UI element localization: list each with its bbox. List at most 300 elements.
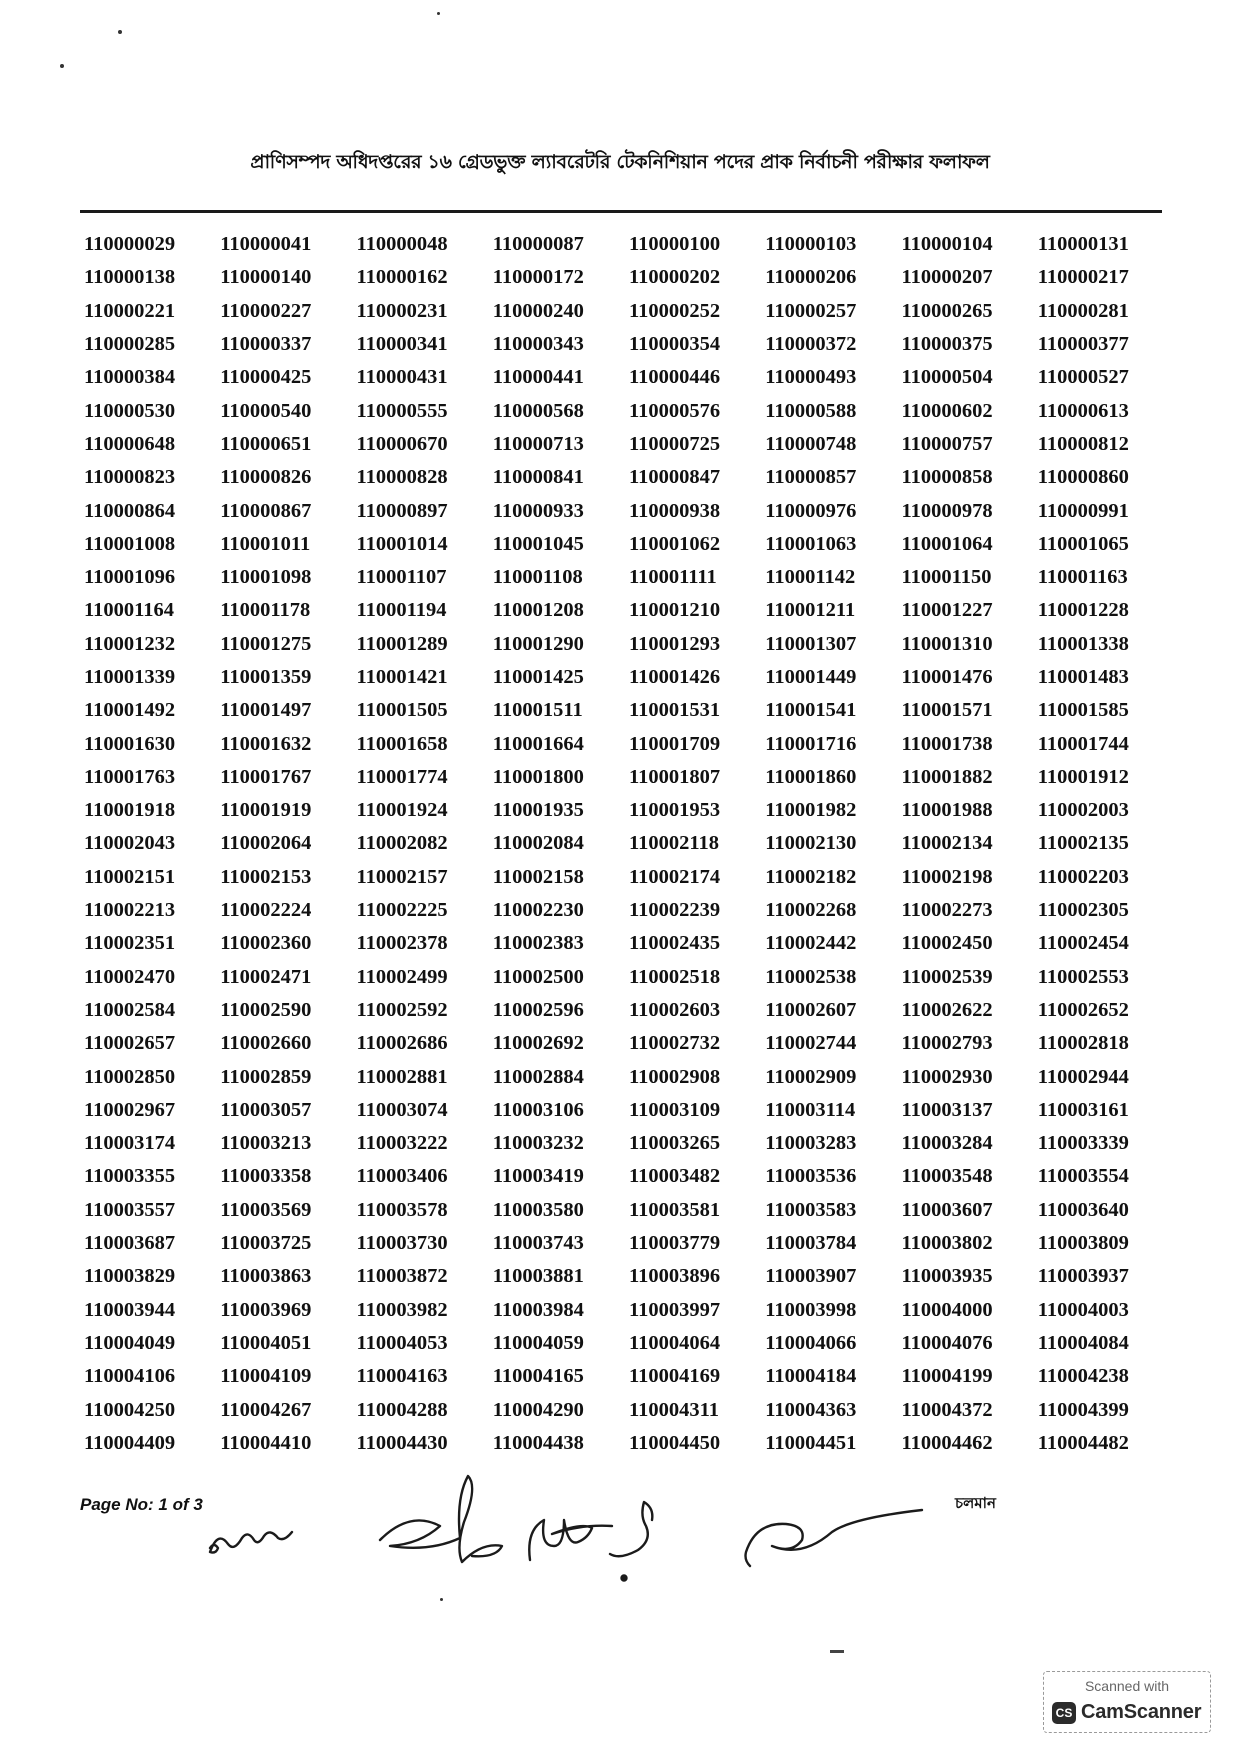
roll-number-cell: 110002596 <box>492 998 584 1021</box>
table-row <box>84 894 1174 927</box>
table-row <box>84 528 1174 561</box>
roll-number-cell: 110003232 <box>492 1132 584 1155</box>
roll-number-cell: 110000202 <box>629 266 721 289</box>
roll-number-cell: 110001807 <box>629 765 721 788</box>
roll-number-cell: 110003569 <box>220 1198 312 1221</box>
roll-number-cell: 110000933 <box>492 499 584 522</box>
roll-number-cell: 110002084 <box>492 832 584 855</box>
roll-number-cell: 110001912 <box>1037 765 1129 788</box>
roll-number-cell: 110001505 <box>356 699 448 722</box>
roll-number-cell: 110001096 <box>84 566 176 589</box>
roll-number-cell: 110000172 <box>492 266 584 289</box>
roll-number-cell: 110003872 <box>356 1265 448 1288</box>
roll-number-cell: 110001492 <box>84 699 176 722</box>
document-title: প্রাণিসম্পদ অধিদপ্তরের ১৬ গ্রেডভুক্ত ল্যাবরেটরি টেকনিশিয়ান পদের প্রাক নির্বাচনী পরীক্ষার ফলাফল <box>250 151 990 173</box>
roll-number-cell: 110003265 <box>629 1132 721 1155</box>
roll-number-cell: 110003482 <box>629 1165 721 1188</box>
roll-number-cell: 110000425 <box>220 366 312 389</box>
roll-number-cell: 110002660 <box>220 1032 312 1055</box>
roll-number-cell: 110001208 <box>492 599 584 622</box>
roll-number-cell: 110001476 <box>901 666 993 688</box>
roll-number-cell: 110001194 <box>356 599 447 622</box>
roll-number-cell: 110002230 <box>492 899 584 922</box>
roll-number-cell: 110002686 <box>356 1032 448 1055</box>
roll-number-cell: 110004049 <box>84 1331 176 1354</box>
roll-number-cell: 110001307 <box>765 632 857 655</box>
roll-number-cell: 110003161 <box>1037 1098 1129 1121</box>
camscanner-badge <box>1043 1671 1211 1733</box>
roll-number-cell: 110002884 <box>492 1065 584 1088</box>
roll-number-cell: 110000252 <box>629 299 721 322</box>
roll-number-cell: 110001111 <box>629 566 717 589</box>
roll-number-cell: 110002732 <box>629 1032 721 1055</box>
table-row <box>84 628 1174 661</box>
roll-number-cell: 110000207 <box>901 266 993 289</box>
roll-number-cell: 110001585 <box>1037 699 1129 722</box>
roll-number-cell: 110002592 <box>356 998 448 1021</box>
roll-number-cell: 110001063 <box>765 532 857 555</box>
camscanner-brand: CamScanner <box>1081 1701 1202 1723</box>
table-row <box>84 394 1174 427</box>
roll-number-cell: 110001014 <box>356 532 448 555</box>
roll-number-cell: 110002603 <box>629 998 721 1021</box>
roll-number-cell: 110002118 <box>629 832 719 855</box>
roll-number-cell: 110002198 <box>901 865 993 888</box>
roll-number-cell: 110001164 <box>84 599 174 622</box>
roll-number-cell: 110003984 <box>492 1298 584 1321</box>
roll-number-cell: 110002930 <box>901 1065 993 1088</box>
roll-number-cell: 110001045 <box>492 532 584 555</box>
roll-number-cell: 110002268 <box>765 899 857 922</box>
roll-number-cell: 110003554 <box>1037 1165 1129 1188</box>
roll-number-cell: 110001449 <box>765 666 857 688</box>
roll-number-cell: 110004000 <box>901 1298 993 1321</box>
roll-number-cell: 110002450 <box>901 932 993 955</box>
roll-number-cell: 110002967 <box>84 1098 176 1121</box>
table-row <box>84 1227 1174 1260</box>
roll-number-cell: 110002225 <box>356 899 448 922</box>
roll-number-cell: 110004430 <box>356 1431 448 1454</box>
continued-note: চলমান <box>955 1494 996 1512</box>
table-row <box>84 1294 1174 1327</box>
roll-number-cell: 110001210 <box>629 599 721 622</box>
roll-number-cell: 110002378 <box>356 932 448 955</box>
roll-number-cell: 110000281 <box>1037 299 1129 322</box>
roll-number-cell: 110001860 <box>765 765 857 788</box>
roll-number-cell: 110004076 <box>901 1331 993 1354</box>
roll-number-cell: 110001338 <box>1037 632 1129 655</box>
roll-number-cell: 110003580 <box>492 1198 584 1221</box>
roll-number-cell: 110001107 <box>356 566 447 589</box>
roll-number-cell: 110001988 <box>901 799 993 822</box>
roll-number-cell: 110000823 <box>84 466 176 489</box>
roll-number-cell: 110000527 <box>1037 366 1129 389</box>
table-row <box>84 961 1174 994</box>
roll-number-cell: 110002470 <box>84 965 176 988</box>
scan-speck <box>830 1650 844 1653</box>
roll-number-cell: 110000446 <box>629 366 721 389</box>
roll-number-cell: 110002182 <box>765 865 857 888</box>
roll-number-cell: 110002043 <box>84 832 176 855</box>
roll-number-cell: 110001232 <box>84 632 176 655</box>
roll-number-cell: 110001150 <box>901 566 992 589</box>
roll-number-cell: 110003114 <box>765 1098 856 1121</box>
roll-number-cell: 110000576 <box>629 399 721 422</box>
roll-number-cell: 110000131 <box>1037 233 1129 256</box>
roll-number-cell: 110002082 <box>356 832 448 855</box>
roll-number-cell: 110003057 <box>220 1098 312 1121</box>
roll-number-cell: 110003174 <box>84 1132 176 1155</box>
roll-number-cell: 110002003 <box>1037 799 1129 822</box>
roll-number-cell: 110000841 <box>492 466 584 489</box>
roll-number-cell: 110003137 <box>901 1098 993 1121</box>
roll-number-cell: 110003640 <box>1037 1198 1129 1221</box>
signature-5 <box>746 1510 923 1566</box>
roll-number-cell: 110002793 <box>901 1032 993 1055</box>
roll-number-cell: 110001293 <box>629 632 721 655</box>
table-row <box>84 461 1174 494</box>
roll-number-cell: 110002158 <box>492 865 584 888</box>
roll-number-cell: 110000858 <box>901 466 993 489</box>
roll-number-cell: 110000048 <box>356 233 448 256</box>
table-row <box>84 794 1174 827</box>
roll-number-cell: 110003907 <box>765 1265 857 1288</box>
roll-number-cell: 110004462 <box>901 1431 993 1454</box>
roll-number-cell: 110003213 <box>220 1132 312 1155</box>
roll-number-cell: 110002657 <box>84 1032 176 1055</box>
roll-number-cell: 110001359 <box>220 666 312 688</box>
roll-number-cell: 110000217 <box>1037 266 1129 289</box>
roll-number-cell: 110001064 <box>901 532 993 555</box>
roll-number-cell: 110000897 <box>356 499 448 522</box>
roll-number-cell: 110004059 <box>492 1331 584 1354</box>
roll-number-cell: 110001531 <box>629 699 721 722</box>
roll-number-cell: 110001163 <box>1037 566 1128 589</box>
roll-number-cell: 110000140 <box>220 266 312 289</box>
table-row <box>84 927 1174 960</box>
table-row <box>84 994 1174 1027</box>
roll-number-cell: 110000540 <box>220 399 312 422</box>
table-row <box>84 328 1174 361</box>
table-row <box>84 1194 1174 1227</box>
roll-number-cell: 110002213 <box>84 899 176 922</box>
roll-number-cell: 110002351 <box>84 932 176 955</box>
roll-number-cell: 110001497 <box>220 699 312 722</box>
roll-number-cell: 110002553 <box>1037 965 1129 988</box>
scan-speck <box>118 30 122 34</box>
roll-number-cell: 110000087 <box>492 233 584 256</box>
roll-number-cell: 110002538 <box>765 965 857 988</box>
scan-speck <box>437 12 440 15</box>
roll-number-cell: 110000568 <box>492 399 584 422</box>
table-row <box>84 1060 1174 1093</box>
roll-number-cell: 110004409 <box>84 1431 176 1454</box>
roll-number-cell: 110004288 <box>356 1398 448 1421</box>
roll-number-cell: 110000285 <box>84 333 176 356</box>
roll-number-cell: 110000613 <box>1037 399 1129 422</box>
roll-number-cell: 110002881 <box>356 1065 448 1088</box>
roll-number-cell: 110002500 <box>492 965 584 988</box>
roll-number-cell: 110002652 <box>1037 998 1129 1021</box>
roll-number-cell: 110000221 <box>84 299 176 322</box>
roll-number-cell: 110002224 <box>220 899 312 922</box>
roll-number-cell: 110002607 <box>765 998 857 1021</box>
roll-number-cell: 110001275 <box>220 632 312 655</box>
table-row <box>84 228 1174 261</box>
roll-number-cell: 110002151 <box>84 865 176 888</box>
roll-number-cell: 110002744 <box>765 1032 857 1055</box>
table-row <box>84 1027 1174 1060</box>
roll-number-cell: 110000375 <box>901 333 993 356</box>
roll-number-cell: 110002435 <box>629 932 721 955</box>
roll-number-cell: 110002471 <box>220 965 312 988</box>
roll-number-cell: 110002203 <box>1037 865 1129 888</box>
roll-number-cell: 110002859 <box>220 1065 312 1088</box>
scanned-with-label: Scanned with <box>1084 1678 1170 1694</box>
roll-number-cell: 110002850 <box>84 1065 176 1088</box>
roll-number-cell: 110000103 <box>765 233 857 256</box>
roll-number-cell: 110003935 <box>901 1265 993 1288</box>
roll-number-cell: 110004267 <box>220 1398 312 1421</box>
roll-number-cell: 110001935 <box>492 799 584 822</box>
roll-number-cell: 110001924 <box>356 799 448 822</box>
table-row <box>84 1160 1174 1193</box>
roll-number-cell: 110000265 <box>901 299 993 322</box>
roll-number-cell: 110001142 <box>765 566 856 589</box>
roll-number-cell: 110004410 <box>220 1431 312 1454</box>
roll-number-cell: 110000602 <box>901 399 993 422</box>
roll-number-cell: 110002499 <box>356 965 448 988</box>
roll-number-cell: 110004184 <box>765 1365 857 1388</box>
table-row <box>84 361 1174 394</box>
roll-number-cell: 110000257 <box>765 299 857 322</box>
roll-number-cell: 110000138 <box>84 266 176 289</box>
roll-number-cell: 110004438 <box>492 1431 584 1454</box>
table-row <box>84 1127 1174 1160</box>
roll-number-cell: 110002174 <box>629 865 721 888</box>
roll-number-cell: 110000441 <box>492 366 584 389</box>
table-row <box>84 594 1174 627</box>
roll-number-cell: 110002518 <box>629 965 721 988</box>
roll-number-cell: 110000857 <box>765 466 857 489</box>
roll-number-cell: 110000231 <box>356 299 448 322</box>
roll-number-cell: 110000867 <box>220 499 312 522</box>
roll-number-cell: 110001228 <box>1037 599 1129 622</box>
roll-number-cell: 110001425 <box>492 666 584 688</box>
roll-number-cell: 110000343 <box>492 333 584 356</box>
roll-number-cell: 110003896 <box>629 1265 721 1288</box>
roll-number-cell: 110000976 <box>765 499 857 522</box>
roll-number-cell: 110001227 <box>901 599 993 622</box>
roll-number-cell: 110001098 <box>220 566 312 589</box>
table-row <box>84 494 1174 527</box>
roll-number-cell: 110001664 <box>492 732 584 755</box>
roll-number-cell: 110001062 <box>629 532 721 555</box>
scan-speck <box>440 1598 443 1601</box>
roll-number-cell: 110001065 <box>1037 532 1129 555</box>
roll-number-cell: 110002239 <box>629 899 721 922</box>
signature-4 <box>610 1502 652 1581</box>
roll-number-cell: 110000748 <box>765 432 857 455</box>
table-row <box>84 1327 1174 1360</box>
roll-number-cell: 110003355 <box>84 1165 176 1188</box>
table-row <box>84 1094 1174 1127</box>
roll-number-cell: 110002818 <box>1037 1032 1129 1055</box>
roll-number-cell: 110001953 <box>629 799 721 822</box>
roll-number-cell: 110003419 <box>492 1165 584 1188</box>
table-row <box>84 1360 1174 1393</box>
table-row <box>84 661 1174 694</box>
roll-number-cell: 110000431 <box>356 366 448 389</box>
roll-number-cell: 110004064 <box>629 1331 721 1354</box>
roll-number-cell: 110002622 <box>901 998 993 1021</box>
roll-number-cell: 110001290 <box>492 632 584 655</box>
roll-number-cell: 110003725 <box>220 1232 312 1255</box>
roll-number-cell: 110000041 <box>220 233 312 256</box>
roll-number-cell: 110003809 <box>1037 1232 1129 1255</box>
roll-number-cell: 110004003 <box>1037 1298 1129 1321</box>
roll-number-cell: 110004163 <box>356 1365 448 1388</box>
roll-number-cell: 110004165 <box>492 1365 584 1388</box>
roll-number-cell: 110004311 <box>629 1398 719 1421</box>
roll-number-cell: 110002273 <box>901 899 993 922</box>
roll-number-cell: 110001709 <box>629 732 721 755</box>
table-row <box>84 861 1174 894</box>
roll-number-cell: 110003687 <box>84 1232 176 1255</box>
roll-number-cell: 110004084 <box>1037 1331 1129 1354</box>
signature-3 <box>529 1520 612 1560</box>
title-divider <box>80 210 1162 213</box>
roll-number-cell: 110000651 <box>220 432 312 455</box>
roll-number-cell: 110000847 <box>629 466 721 489</box>
roll-number-cell: 110003607 <box>901 1198 993 1221</box>
roll-number-cell: 110002539 <box>901 965 993 988</box>
table-row <box>84 761 1174 794</box>
roll-number-cell: 110003881 <box>492 1265 584 1288</box>
roll-number-cell: 110004399 <box>1037 1398 1129 1421</box>
roll-number-cell: 110001800 <box>492 765 584 788</box>
roll-number-cell: 110000812 <box>1037 432 1129 455</box>
roll-number-cell: 110001511 <box>492 699 583 722</box>
roll-number-cell: 110001339 <box>84 666 176 688</box>
roll-number-cell: 110003284 <box>901 1132 993 1155</box>
roll-number-cell: 110003784 <box>765 1232 857 1255</box>
roll-number-cell: 110004051 <box>220 1331 312 1354</box>
roll-number-cell: 110001571 <box>901 699 993 722</box>
roll-number-cell: 110000372 <box>765 333 857 356</box>
roll-number-cell: 110001483 <box>1037 666 1129 688</box>
page-number: Page No: 1 of 3 <box>80 1495 203 1514</box>
roll-number-cell: 110002909 <box>765 1065 857 1088</box>
roll-number-cell: 110002590 <box>220 998 312 1021</box>
roll-number-cell: 110003998 <box>765 1298 857 1321</box>
table-row <box>84 428 1174 461</box>
roll-number-cell: 110003222 <box>356 1132 448 1155</box>
roll-number-cell: 110000337 <box>220 333 312 356</box>
roll-number-cell: 110002064 <box>220 832 312 855</box>
roll-number-cell: 110004451 <box>765 1431 857 1454</box>
roll-number-cell: 110004238 <box>1037 1365 1129 1388</box>
roll-number-cell: 110001767 <box>220 765 312 788</box>
roll-number-cell: 110000377 <box>1037 333 1129 356</box>
roll-number-cell: 110001011 <box>220 532 311 555</box>
roll-number-cell: 110002692 <box>492 1032 584 1055</box>
roll-number-cell: 110002383 <box>492 932 584 955</box>
roll-number-cell: 110000588 <box>765 399 857 422</box>
roll-number-cell: 110000029 <box>84 233 176 256</box>
roll-number-cell: 110000713 <box>492 432 584 455</box>
roll-number-cell: 110001763 <box>84 765 176 788</box>
roll-number-cell: 110000104 <box>901 233 993 256</box>
table-row <box>84 1427 1174 1460</box>
roll-number-cell: 110001541 <box>765 699 857 722</box>
roll-number-cell: 110004169 <box>629 1365 721 1388</box>
roll-number-cell: 110001919 <box>220 799 312 822</box>
roll-number-cell: 110002584 <box>84 998 176 1021</box>
roll-number-cell: 110002135 <box>1037 832 1129 855</box>
roll-number-cell: 110004290 <box>492 1398 584 1421</box>
roll-number-cell: 110003074 <box>356 1098 448 1121</box>
roll-number-cell: 110000828 <box>356 466 448 489</box>
roll-number-cell: 110003863 <box>220 1265 312 1288</box>
roll-number-cell: 110003982 <box>356 1298 448 1321</box>
roll-number-cell: 110001178 <box>220 599 311 622</box>
roll-number-cell: 110002134 <box>901 832 993 855</box>
roll-number-cell: 110004199 <box>901 1365 993 1388</box>
roll-number-cell: 110003358 <box>220 1165 312 1188</box>
roll-number-cell: 110000757 <box>901 432 993 455</box>
roll-number-cell: 110002157 <box>356 865 448 888</box>
roll-number-cell: 110001630 <box>84 732 176 755</box>
roll-number-cell: 110000725 <box>629 432 721 455</box>
roll-number-cell: 110002944 <box>1037 1065 1129 1088</box>
roll-number-cell: 110000530 <box>84 399 176 422</box>
roll-number-cell: 110003109 <box>629 1098 721 1121</box>
roll-number-cell: 110000227 <box>220 299 312 322</box>
roll-number-cell: 110001882 <box>901 765 993 788</box>
table-row <box>84 827 1174 860</box>
roll-number-cell: 110002153 <box>220 865 312 888</box>
roll-number-cell: 110003557 <box>84 1198 176 1221</box>
roll-number-cell: 110000648 <box>84 432 176 455</box>
roll-number-cell: 110002305 <box>1037 899 1129 922</box>
roll-number-cell: 110000341 <box>356 333 448 356</box>
table-row <box>84 295 1174 328</box>
roll-number-cell: 110000860 <box>1037 466 1129 489</box>
scan-speck <box>60 64 64 68</box>
roll-number-cell: 110003944 <box>84 1298 176 1321</box>
roll-number-cell: 110003581 <box>629 1198 721 1221</box>
roll-number-cell: 110001918 <box>84 799 176 822</box>
roll-number-cell: 110004106 <box>84 1365 176 1388</box>
table-row <box>84 1260 1174 1293</box>
roll-number-cell: 110002360 <box>220 932 312 955</box>
roll-number-cell: 110001774 <box>356 765 448 788</box>
roll-number-cell: 110001982 <box>765 799 857 822</box>
roll-number-cell: 110000354 <box>629 333 721 356</box>
roll-number-cell: 110001008 <box>84 532 176 555</box>
table-row <box>84 561 1174 594</box>
roll-number-cell: 110001421 <box>356 666 448 688</box>
roll-number-cell: 110003779 <box>629 1232 721 1255</box>
roll-number-cell: 110003730 <box>356 1232 448 1255</box>
table-row <box>84 727 1174 760</box>
roll-number-cell: 110003548 <box>901 1165 993 1188</box>
roll-number-cell: 110000493 <box>765 366 857 389</box>
roll-number-cell: 110004053 <box>356 1331 448 1354</box>
roll-number-cell: 110003536 <box>765 1165 857 1188</box>
roll-number-cell: 110000826 <box>220 466 312 489</box>
